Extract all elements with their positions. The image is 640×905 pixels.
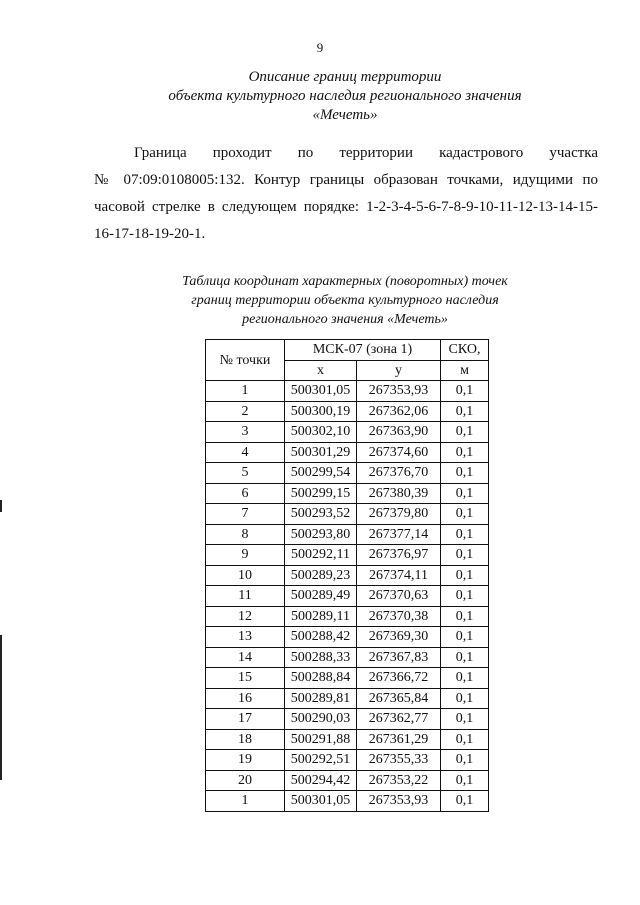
caption-line: Таблица координат характерных (поворотных) точек xyxy=(182,274,508,289)
table-row xyxy=(206,401,489,422)
cell-point-number: 7 xyxy=(206,504,285,525)
table-row xyxy=(206,463,489,484)
table-row xyxy=(206,504,489,525)
description-line: Граница проходит по территории кадастрового участка xyxy=(134,145,598,161)
cell-sko: 0,1 xyxy=(441,504,489,525)
table-row xyxy=(206,729,489,750)
cell-y: 267353,93 xyxy=(357,381,441,402)
page-number: 9 xyxy=(316,40,324,55)
cell-y: 267380,39 xyxy=(357,483,441,504)
cell-y: 267367,83 xyxy=(357,647,441,668)
cell-y: 267370,38 xyxy=(357,606,441,627)
cell-x: 500288,33 xyxy=(285,647,357,668)
cell-sko: 0,1 xyxy=(441,524,489,545)
cell-point-number: 9 xyxy=(206,545,285,566)
cell-sko: 0,1 xyxy=(441,627,489,648)
table-row xyxy=(206,750,489,771)
cell-point-number: 3 xyxy=(206,422,285,443)
table-row xyxy=(206,791,489,812)
cell-sko: 0,1 xyxy=(441,729,489,750)
cell-point-number: 1 xyxy=(206,381,285,402)
cell-sko: 0,1 xyxy=(441,791,489,812)
cell-x: 500294,42 xyxy=(285,770,357,791)
cell-y: 267353,93 xyxy=(357,791,441,812)
cell-sko: 0,1 xyxy=(441,668,489,689)
table-caption xyxy=(0,272,640,329)
cell-x: 500299,15 xyxy=(285,483,357,504)
cell-x: 500290,03 xyxy=(285,709,357,730)
cell-x: 500293,80 xyxy=(285,524,357,545)
cell-point-number: 13 xyxy=(206,627,285,648)
header-sko: СКО, xyxy=(441,340,489,361)
cell-x: 500288,42 xyxy=(285,627,357,648)
cell-x: 500289,11 xyxy=(285,606,357,627)
cell-sko: 0,1 xyxy=(441,565,489,586)
boundary-description xyxy=(94,140,598,248)
cell-sko: 0,1 xyxy=(441,606,489,627)
cell-y: 267363,90 xyxy=(357,422,441,443)
cell-sko: 0,1 xyxy=(441,483,489,504)
cell-x: 500292,51 xyxy=(285,750,357,771)
table-row xyxy=(206,422,489,443)
table-row xyxy=(206,545,489,566)
cell-y: 267353,22 xyxy=(357,770,441,791)
description-line: часовой стрелке в следующем порядке: 1-2-3-4-5-6-7-8-9-10-11-12-13-14-15- xyxy=(94,199,598,215)
scan-margin-mark xyxy=(0,500,2,512)
table-row xyxy=(206,668,489,689)
table-row xyxy=(206,483,489,504)
title-line: объекта культурного наследия регионального значения xyxy=(168,88,522,104)
cell-point-number: 12 xyxy=(206,606,285,627)
cell-x: 500292,11 xyxy=(285,545,357,566)
cell-point-number: 20 xyxy=(206,770,285,791)
table-row xyxy=(206,586,489,607)
caption-line: регионального значения «Мечеть» xyxy=(242,312,448,327)
cell-sko: 0,1 xyxy=(441,463,489,484)
table-row xyxy=(206,565,489,586)
cell-point-number: 18 xyxy=(206,729,285,750)
cell-x: 500301,05 xyxy=(285,791,357,812)
table-row xyxy=(206,688,489,709)
document-title xyxy=(0,68,640,125)
cell-y: 267377,14 xyxy=(357,524,441,545)
cell-y: 267374,60 xyxy=(357,442,441,463)
cell-x: 500289,81 xyxy=(285,688,357,709)
cell-point-number: 4 xyxy=(206,442,285,463)
cell-point-number: 6 xyxy=(206,483,285,504)
cell-x: 500289,49 xyxy=(285,586,357,607)
table-row xyxy=(206,627,489,648)
cell-x: 500299,54 xyxy=(285,463,357,484)
header-y: у xyxy=(357,360,441,381)
description-line: 16-17-18-19-20-1. xyxy=(94,226,206,242)
cell-sko: 0,1 xyxy=(441,422,489,443)
cell-sko: 0,1 xyxy=(441,709,489,730)
cell-point-number: 19 xyxy=(206,750,285,771)
cell-y: 267361,29 xyxy=(357,729,441,750)
header-x: х xyxy=(285,360,357,381)
cell-y: 267370,63 xyxy=(357,586,441,607)
cell-x: 500301,05 xyxy=(285,381,357,402)
cell-point-number: 2 xyxy=(206,401,285,422)
cell-y: 267362,06 xyxy=(357,401,441,422)
cell-x: 500301,29 xyxy=(285,442,357,463)
cell-sko: 0,1 xyxy=(441,381,489,402)
cell-point-number: 1 xyxy=(206,791,285,812)
coordinates-table xyxy=(205,339,489,812)
cell-sko: 0,1 xyxy=(441,586,489,607)
cell-y: 267355,33 xyxy=(357,750,441,771)
cell-point-number: 8 xyxy=(206,524,285,545)
title-line: Описание границ территории xyxy=(248,69,442,85)
cell-sko: 0,1 xyxy=(441,545,489,566)
cell-y: 267376,70 xyxy=(357,463,441,484)
title-line: «Мечеть» xyxy=(312,107,378,123)
cell-point-number: 5 xyxy=(206,463,285,484)
cell-sko: 0,1 xyxy=(441,770,489,791)
table-row xyxy=(206,606,489,627)
header-unit: м xyxy=(441,360,489,381)
cell-y: 267379,80 xyxy=(357,504,441,525)
cell-y: 267366,72 xyxy=(357,668,441,689)
cell-sko: 0,1 xyxy=(441,647,489,668)
table-row xyxy=(206,524,489,545)
cell-point-number: 11 xyxy=(206,586,285,607)
description-line: № 07:09:0108005:132. Контур границы образован точками, идущими по xyxy=(94,172,598,188)
header-point-number: № точки xyxy=(206,340,285,381)
table-row xyxy=(206,770,489,791)
cell-point-number: 16 xyxy=(206,688,285,709)
cell-y: 267365,84 xyxy=(357,688,441,709)
table-row xyxy=(206,647,489,668)
cell-sko: 0,1 xyxy=(441,750,489,771)
cell-point-number: 17 xyxy=(206,709,285,730)
cell-x: 500289,23 xyxy=(285,565,357,586)
cell-point-number: 10 xyxy=(206,565,285,586)
cell-x: 500288,84 xyxy=(285,668,357,689)
table-row xyxy=(206,709,489,730)
table-row xyxy=(206,381,489,402)
scan-margin-mark xyxy=(0,635,2,780)
cell-x: 500293,52 xyxy=(285,504,357,525)
caption-line: границ территории объекта культурного наследия xyxy=(191,293,499,308)
cell-y: 267369,30 xyxy=(357,627,441,648)
table-row xyxy=(206,442,489,463)
cell-sko: 0,1 xyxy=(441,401,489,422)
table-header-row xyxy=(206,340,489,361)
cell-sko: 0,1 xyxy=(441,688,489,709)
cell-point-number: 14 xyxy=(206,647,285,668)
cell-point-number: 15 xyxy=(206,668,285,689)
cell-x: 500300,19 xyxy=(285,401,357,422)
cell-y: 267362,77 xyxy=(357,709,441,730)
cell-x: 500302,10 xyxy=(285,422,357,443)
cell-x: 500291,88 xyxy=(285,729,357,750)
cell-y: 267374,11 xyxy=(357,565,441,586)
cell-y: 267376,97 xyxy=(357,545,441,566)
header-coordinate-system: МСК-07 (зона 1) xyxy=(285,340,441,361)
cell-sko: 0,1 xyxy=(441,442,489,463)
